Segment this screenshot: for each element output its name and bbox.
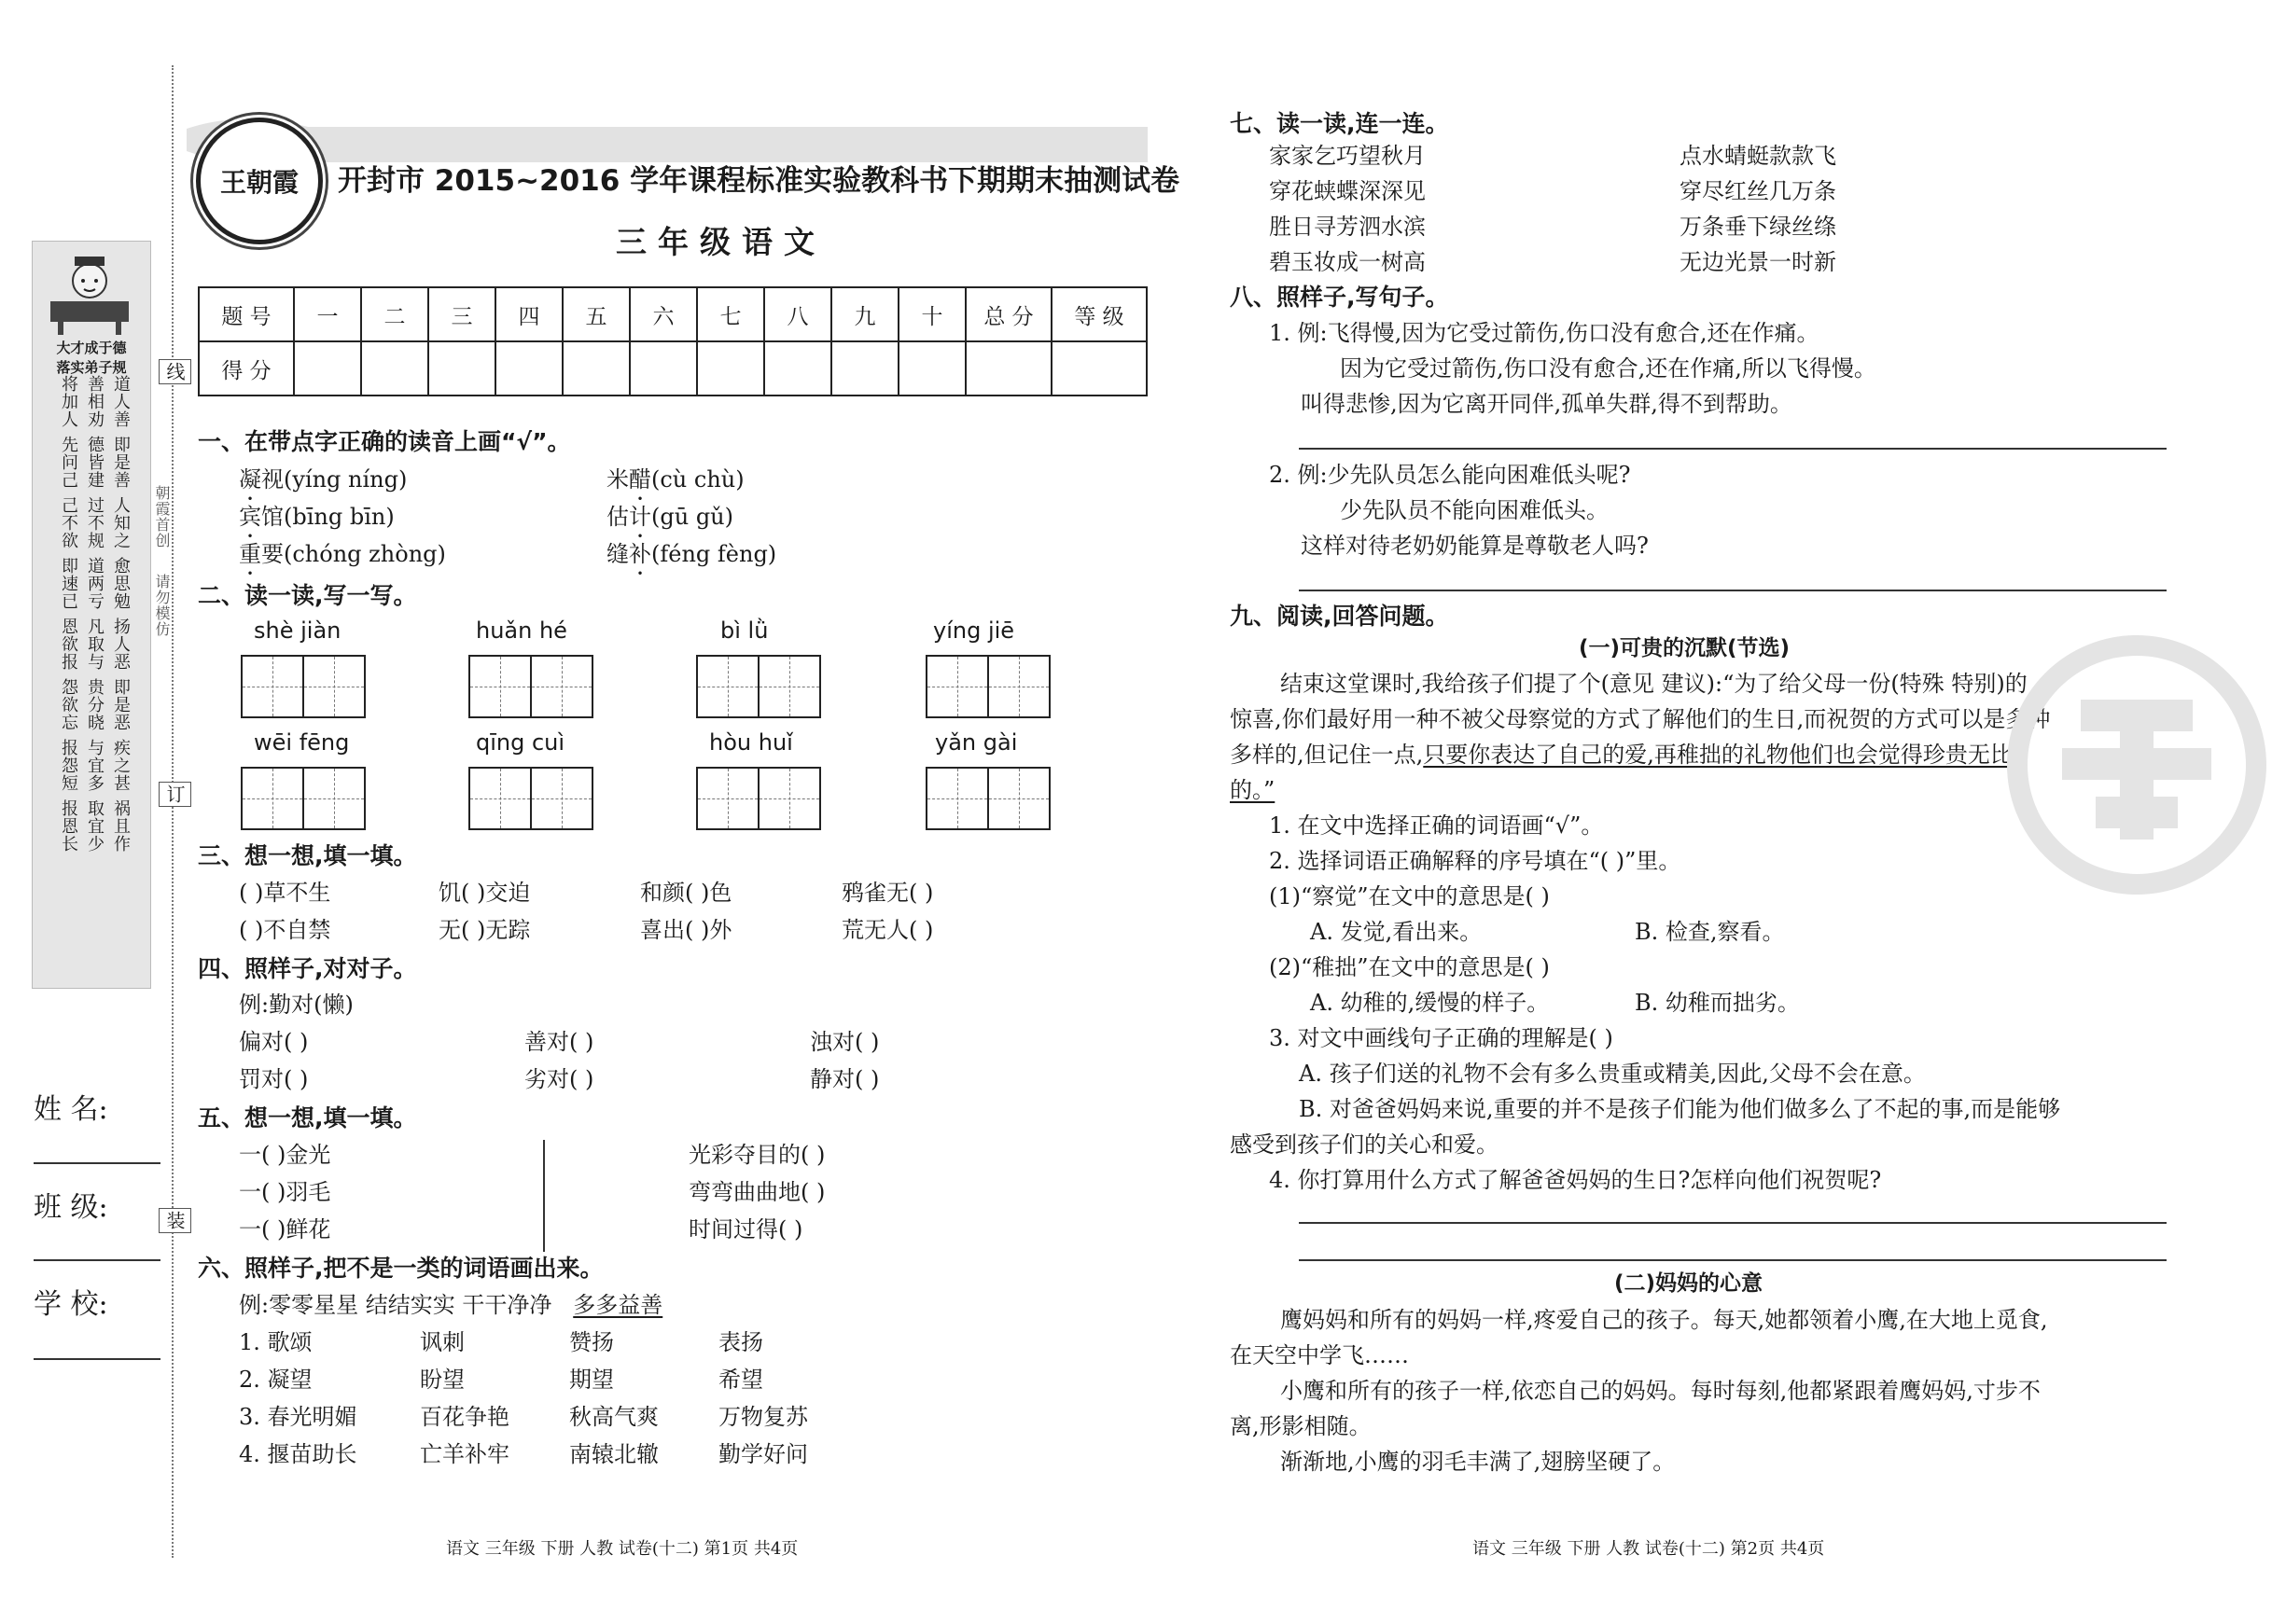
q8-task: 叫得悲惨,因为它离开同伴,孤单失群,得不到帮助。 bbox=[1301, 391, 1792, 417]
q4-item[interactable]: 静对( ) bbox=[810, 1066, 880, 1092]
q5-right-item[interactable]: 弯弯曲曲地( ) bbox=[689, 1179, 826, 1205]
poem-col: 扬人恶 bbox=[111, 618, 131, 671]
q8-example: 1. 例:飞得慢,因为它受过箭伤,伤口没有愈合,还在作痛。 bbox=[1269, 320, 1819, 346]
writing-grid[interactable] bbox=[241, 767, 364, 830]
score-table bbox=[198, 286, 1148, 396]
score-input[interactable] bbox=[428, 341, 495, 396]
q6-word[interactable]: 万物复苏 bbox=[718, 1404, 808, 1430]
q5-right-item[interactable]: 时间过得( ) bbox=[689, 1216, 803, 1242]
side-note: 请勿模仿 bbox=[153, 574, 171, 637]
q4-item[interactable]: 善对( ) bbox=[524, 1029, 594, 1055]
q9-question: (1)“察觉”在文中的意思是( ) bbox=[1269, 883, 1550, 909]
score-cell: 二 bbox=[361, 287, 428, 341]
score-header-row bbox=[199, 287, 1147, 341]
poem-col: 道两亏 bbox=[85, 557, 105, 610]
q6-word[interactable]: 南辕北辙 bbox=[569, 1441, 659, 1467]
score-input[interactable] bbox=[697, 341, 764, 396]
q8-example: 少先队员不能向困难低头。 bbox=[1340, 497, 1609, 523]
passage-line: 小鹰和所有的孩子一样,依恋自己的妈妈。每时每刻,他都紧跟着鹰妈妈,寸步不 bbox=[1280, 1378, 2041, 1404]
q6-word[interactable]: 3. 春光明媚 bbox=[239, 1404, 357, 1430]
poem-col: 己不欲 bbox=[59, 496, 78, 549]
score-input[interactable] bbox=[361, 341, 428, 396]
q6-word[interactable]: 2. 凝望 bbox=[239, 1367, 313, 1393]
class-label: 班 级: bbox=[34, 1191, 108, 1224]
passage1-title: (一)可贵的沉默(节选) bbox=[1579, 636, 1791, 660]
q3-item[interactable]: 喜出( )外 bbox=[640, 917, 732, 943]
q1-dot-char: 计 bbox=[629, 504, 651, 530]
poem-col: 祸且作 bbox=[111, 799, 131, 853]
q6-word[interactable]: 希望 bbox=[718, 1367, 763, 1393]
school-label: 学 校: bbox=[34, 1288, 108, 1321]
writing-grid[interactable] bbox=[468, 655, 592, 718]
score-cell: 三 bbox=[428, 287, 495, 341]
char-box[interactable] bbox=[302, 767, 366, 830]
q1-dot-char: 补 bbox=[629, 541, 651, 567]
score-cell: 十 bbox=[899, 287, 966, 341]
q1-dot-char: 凝 bbox=[239, 466, 261, 493]
q6-word[interactable]: 4. 揠苗助长 bbox=[239, 1441, 357, 1467]
score-cell: 六 bbox=[630, 287, 697, 341]
q7-right-line[interactable]: 无边光景一时新 bbox=[1680, 249, 1836, 275]
passage-line: 离,形影相随。 bbox=[1230, 1413, 1372, 1439]
q9-question: (2)“稚拙”在文中的意思是( ) bbox=[1269, 954, 1550, 980]
sidebar-motto-1: 大才成于德 bbox=[56, 340, 127, 356]
q7-title: 七、读一读,连一连。 bbox=[1230, 110, 1449, 137]
q1-title: 一、在带点字正确的读音上画“√”。 bbox=[198, 428, 571, 455]
char-box[interactable] bbox=[468, 655, 532, 718]
q1-item[interactable] bbox=[606, 541, 776, 580]
q9-option[interactable]: B. 对爸爸妈妈来说,重要的并不是孩子们能为他们做多么了不起的事,而是能够 bbox=[1299, 1096, 2061, 1122]
q6-word[interactable]: 百花争艳 bbox=[420, 1404, 509, 1430]
score-input[interactable] bbox=[764, 341, 831, 396]
q9-option[interactable]: A. 发觉,看出来。 bbox=[1310, 919, 1483, 945]
name-label: 姓 名: bbox=[34, 1093, 108, 1126]
q6-example-words: 例:零零星星 结结实实 干干净净 bbox=[239, 1292, 552, 1318]
school-field[interactable] bbox=[34, 1358, 160, 1360]
pinyin: wēi fēng bbox=[254, 729, 350, 756]
q6-word[interactable]: 盼望 bbox=[420, 1367, 465, 1393]
q1-dot-char: 醋 bbox=[629, 466, 651, 493]
q6-word[interactable]: 表扬 bbox=[718, 1329, 763, 1355]
answer-line[interactable] bbox=[1299, 590, 2167, 591]
q1-item-text: (cù chù) bbox=[651, 466, 745, 493]
score-input[interactable] bbox=[1052, 341, 1147, 396]
cut-label: 订 bbox=[159, 782, 191, 807]
score-cell: 四 bbox=[495, 287, 563, 341]
poem-col: 取宜少 bbox=[85, 799, 105, 853]
sidebar-motto-2: 落实弟子规 bbox=[56, 359, 127, 376]
char-box[interactable] bbox=[926, 767, 989, 830]
exam-title: 开封市 2015~2016 学年课程标准实验教科书下期期末抽测试卷 bbox=[338, 164, 1180, 198]
q1-dot-char: 宾 bbox=[239, 504, 261, 530]
q6-example-answer: 多多益善 bbox=[573, 1292, 663, 1318]
score-input[interactable] bbox=[831, 341, 899, 396]
q4-item[interactable]: 劣对( ) bbox=[524, 1066, 594, 1092]
char-box[interactable] bbox=[987, 655, 1051, 718]
q5-left-item[interactable]: 一( )羽毛 bbox=[239, 1179, 331, 1205]
pinyin: yíng jiē bbox=[933, 618, 1015, 644]
logo-text: 王朝霞 bbox=[219, 167, 299, 198]
poem-col: 先问己 bbox=[59, 436, 78, 489]
writing-grid[interactable] bbox=[926, 655, 1049, 718]
poem-col: 恩欲报 bbox=[59, 618, 78, 671]
passage-line: 的。” bbox=[1230, 777, 1275, 803]
score-cell: 五 bbox=[563, 287, 630, 341]
char-box[interactable] bbox=[758, 655, 821, 718]
pinyin: shè jiàn bbox=[254, 618, 342, 644]
q7-right-line[interactable]: 万条垂下绿丝绦 bbox=[1680, 214, 1836, 240]
q6-example bbox=[239, 1292, 662, 1319]
poem-col: 疾之甚 bbox=[111, 739, 131, 792]
footer-left: 语文 三年级 下册 人教 试卷(十二) 第1页 共4页 bbox=[446, 1539, 799, 1559]
q7-right-line[interactable]: 穿尽红丝几万条 bbox=[1680, 178, 1836, 204]
binding-dotted-line bbox=[172, 65, 174, 1558]
passage-line: 鹰妈妈和所有的妈妈一样,疼爱自己的孩子。每天,她都领着小鹰,在大地上觅食, bbox=[1280, 1307, 2048, 1333]
poem-col: 即速已 bbox=[59, 557, 78, 610]
q4-example: 例:勤对(懒) bbox=[239, 992, 354, 1018]
watermark-seal-icon bbox=[2006, 634, 2267, 895]
q6-word[interactable]: 秋高气爽 bbox=[569, 1404, 659, 1430]
q1-item-text: (gū gǔ) bbox=[651, 504, 733, 530]
q9-option[interactable]: B. 幼稚而拙劣。 bbox=[1635, 990, 1800, 1016]
q9-question: 4. 你打算用什么方式了解爸爸妈妈的生日?怎样向他们祝贺呢? bbox=[1269, 1167, 1882, 1193]
q4-item[interactable]: 偏对( ) bbox=[239, 1029, 309, 1055]
pinyin: bì lǜ bbox=[720, 618, 769, 644]
q4-title: 四、照样子,对对子。 bbox=[198, 955, 417, 982]
poem-col: 报恩长 bbox=[59, 799, 78, 853]
score-input[interactable] bbox=[630, 341, 697, 396]
poem-col: 人知之 bbox=[111, 496, 131, 549]
q1-item-text: 视(yíng níng) bbox=[261, 466, 408, 493]
passage2-title: (二)妈妈的心意 bbox=[1614, 1271, 1763, 1296]
q9-question: 1. 在文中选择正确的词语画“√”。 bbox=[1269, 812, 1604, 839]
passage-line: 惊喜,你们最好用一种不被父母察觉的方式了解他们的生日,而祝贺的方式可以是多种 bbox=[1230, 706, 2051, 732]
q5-left-item[interactable]: 一( )金光 bbox=[239, 1142, 331, 1168]
q5-right-item[interactable]: 光彩夺目的( ) bbox=[689, 1142, 826, 1168]
poem-col: 怨欲忘 bbox=[59, 678, 78, 731]
footer-right: 语文 三年级 下册 人教 试卷(十二) 第2页 共4页 bbox=[1472, 1539, 1825, 1559]
score-cell: 九 bbox=[831, 287, 899, 341]
q8-task: 这样对待老奶奶能算是尊敬老人吗? bbox=[1301, 533, 1649, 559]
score-input[interactable] bbox=[495, 341, 563, 396]
score-cell: 八 bbox=[764, 287, 831, 341]
writing-grid[interactable] bbox=[696, 767, 819, 830]
q1-item[interactable] bbox=[239, 466, 407, 506]
poem-col: 即是恶 bbox=[111, 678, 131, 731]
q3-item[interactable]: 无( )无踪 bbox=[439, 917, 531, 943]
passage-segment: 多样的,但记住一点, bbox=[1230, 742, 1424, 768]
writing-grid[interactable] bbox=[926, 767, 1049, 830]
q4-item[interactable]: 罚对( ) bbox=[239, 1066, 309, 1092]
q6-word[interactable]: 讽刺 bbox=[420, 1329, 465, 1355]
char-box[interactable] bbox=[987, 767, 1051, 830]
q9-question: 3. 对文中画线句子正确的理解是( ) bbox=[1269, 1025, 1613, 1051]
q1-dot-char: 重 bbox=[239, 541, 261, 567]
q9-option[interactable]: A. 孩子们送的礼物不会有多么贵重或精美,因此,父母不会在意。 bbox=[1299, 1061, 1926, 1087]
answer-line[interactable] bbox=[1299, 448, 2167, 450]
q1-pre: 米 bbox=[606, 466, 629, 493]
q9-option[interactable]: A. 幼稚的,缓慢的样子。 bbox=[1310, 990, 1550, 1016]
q3-item[interactable]: ( )不自禁 bbox=[239, 917, 331, 943]
score-cell: 题 号 bbox=[199, 287, 294, 341]
passage-line: 结束这堂课时,我给孩子们提了个(意见 建议):“为了给父母一份(特殊 特别)的 bbox=[1280, 671, 2028, 697]
q9-option-cont: 感受到孩子们的关心和爱。 bbox=[1230, 1131, 1498, 1158]
score-input[interactable] bbox=[899, 341, 966, 396]
q3-item[interactable]: 和颜( )色 bbox=[640, 880, 732, 906]
score-input[interactable] bbox=[563, 341, 630, 396]
q2-title: 二、读一读,写一写。 bbox=[198, 582, 417, 609]
writing-grid[interactable] bbox=[696, 655, 819, 718]
poem-col: 愈思勉 bbox=[111, 557, 131, 610]
q9-question: 2. 选择词语正确解释的序号填在“( )”里。 bbox=[1269, 848, 1681, 874]
poem-col: 与宜多 bbox=[85, 739, 105, 792]
side-note: 朝霞首创 bbox=[153, 485, 171, 548]
q6-word[interactable]: 1. 歌颂 bbox=[239, 1329, 313, 1355]
pinyin: hòu huǐ bbox=[709, 729, 793, 756]
pinyin: qīng cuì bbox=[476, 729, 565, 756]
pinyin: yǎn gài bbox=[935, 729, 1018, 756]
class-field[interactable] bbox=[34, 1259, 160, 1261]
q6-word[interactable]: 勤学好问 bbox=[718, 1441, 808, 1467]
subject-title: 三年级语文 bbox=[616, 224, 826, 260]
char-box[interactable] bbox=[530, 655, 593, 718]
sidebar-poem bbox=[54, 375, 132, 853]
poem-col: 凡取与 bbox=[85, 618, 105, 671]
q5-left-item[interactable]: 一( )鲜花 bbox=[239, 1216, 331, 1242]
q8-example: 因为它受过箭伤,伤口没有愈合,还在作痛,所以飞得慢。 bbox=[1340, 355, 1876, 382]
score-cell: 得 分 bbox=[199, 341, 294, 396]
q1-item-text: 要(chóng zhòng) bbox=[261, 541, 446, 567]
q9-title: 九、阅读,回答问题。 bbox=[1230, 603, 1449, 630]
q7-left-line[interactable]: 家家乞巧望秋月 bbox=[1269, 143, 1426, 169]
char-box[interactable] bbox=[468, 767, 532, 830]
passage-line: 渐渐地,小鹰的羽毛丰满了,翅膀坚硬了。 bbox=[1280, 1449, 1676, 1475]
q3-item[interactable]: ( )草不生 bbox=[239, 880, 331, 906]
q7-right-line[interactable]: 点水蜻蜓款款飞 bbox=[1680, 143, 1836, 169]
q5-divider bbox=[543, 1140, 545, 1252]
answer-line[interactable] bbox=[1299, 1259, 2167, 1261]
q8-example: 2. 例:少先队员怎么能向困难低头呢? bbox=[1269, 462, 1631, 488]
poem-col: 贵分晓 bbox=[85, 678, 105, 731]
score-cell: 总 分 bbox=[966, 287, 1052, 341]
passage-line: 在天空中学飞…… bbox=[1230, 1342, 1409, 1368]
writing-grid[interactable] bbox=[241, 655, 364, 718]
q9-option[interactable]: B. 检查,察看。 bbox=[1635, 919, 1785, 945]
q6-word[interactable]: 赞扬 bbox=[569, 1329, 614, 1355]
name-field[interactable] bbox=[34, 1162, 160, 1164]
char-box[interactable] bbox=[302, 655, 366, 718]
q1-item-text: (féng fèng) bbox=[651, 541, 777, 567]
q3-item[interactable]: 荒无人( ) bbox=[842, 917, 934, 943]
char-box[interactable] bbox=[758, 767, 821, 830]
score-cell: 等 级 bbox=[1052, 287, 1147, 341]
cut-label: 线 bbox=[159, 359, 191, 384]
q8-title: 八、照样子,写句子。 bbox=[1230, 284, 1449, 311]
q1-pre: 缝 bbox=[606, 541, 629, 567]
char-box[interactable] bbox=[696, 767, 760, 830]
q1-item[interactable] bbox=[606, 504, 733, 543]
logo-emblem bbox=[196, 118, 323, 244]
q1-item[interactable] bbox=[606, 466, 745, 506]
char-box[interactable] bbox=[241, 655, 304, 718]
score-cell: 一 bbox=[294, 287, 361, 341]
q6-word[interactable]: 期望 bbox=[569, 1367, 614, 1393]
passage-line bbox=[1230, 742, 2013, 769]
poem-col: 报怨短 bbox=[59, 739, 78, 792]
q7-left-line[interactable]: 穿花蛱蝶深深见 bbox=[1269, 178, 1426, 204]
pinyin: huǎn hé bbox=[476, 618, 567, 644]
q6-word[interactable]: 亡羊补牢 bbox=[420, 1441, 509, 1467]
char-box[interactable] bbox=[926, 655, 989, 718]
char-box[interactable] bbox=[530, 767, 593, 830]
poem-col: 即是善 bbox=[111, 436, 131, 489]
q3-item[interactable]: 饥( )交迫 bbox=[439, 880, 531, 906]
writing-grid[interactable] bbox=[468, 767, 592, 830]
q1-pre: 估 bbox=[606, 504, 629, 530]
answer-line[interactable] bbox=[1299, 1222, 2167, 1224]
poem-col: 道人善 bbox=[111, 375, 131, 428]
q3-item[interactable]: 鸦雀无( ) bbox=[842, 880, 934, 906]
q1-item-text: 馆(bīng bīn) bbox=[261, 504, 395, 530]
q7-left-line[interactable]: 胜日寻芳泗水滨 bbox=[1269, 214, 1426, 240]
header-ribbon bbox=[187, 101, 1148, 170]
score-cell: 七 bbox=[697, 287, 764, 341]
q1-item[interactable] bbox=[239, 504, 395, 543]
score-input[interactable] bbox=[966, 341, 1052, 396]
q5-title: 五、想一想,填一填。 bbox=[198, 1104, 417, 1131]
score-input[interactable] bbox=[294, 341, 361, 396]
underlined-sentence: 只要你表达了自己的爱,再稚拙的礼物他们也会觉得珍贵无比 bbox=[1423, 742, 2013, 768]
poem-col: 过不规 bbox=[85, 496, 105, 549]
poem-col: 善相劝 bbox=[85, 375, 105, 428]
cut-label: 装 bbox=[159, 1208, 191, 1233]
score-value-row bbox=[199, 341, 1147, 396]
poem-col: 德皆建 bbox=[85, 436, 105, 489]
char-box[interactable] bbox=[241, 767, 304, 830]
poem-col: 将加人 bbox=[59, 375, 78, 428]
q4-item[interactable]: 浊对( ) bbox=[810, 1029, 880, 1055]
scholar-figure-icon bbox=[41, 247, 138, 337]
q7-left-line[interactable]: 碧玉妆成一树高 bbox=[1269, 249, 1426, 275]
q1-item[interactable] bbox=[239, 541, 446, 580]
char-box[interactable] bbox=[696, 655, 760, 718]
q6-title: 六、照样子,把不是一类的词语画出来。 bbox=[198, 1255, 604, 1282]
q3-title: 三、想一想,填一填。 bbox=[198, 842, 417, 869]
